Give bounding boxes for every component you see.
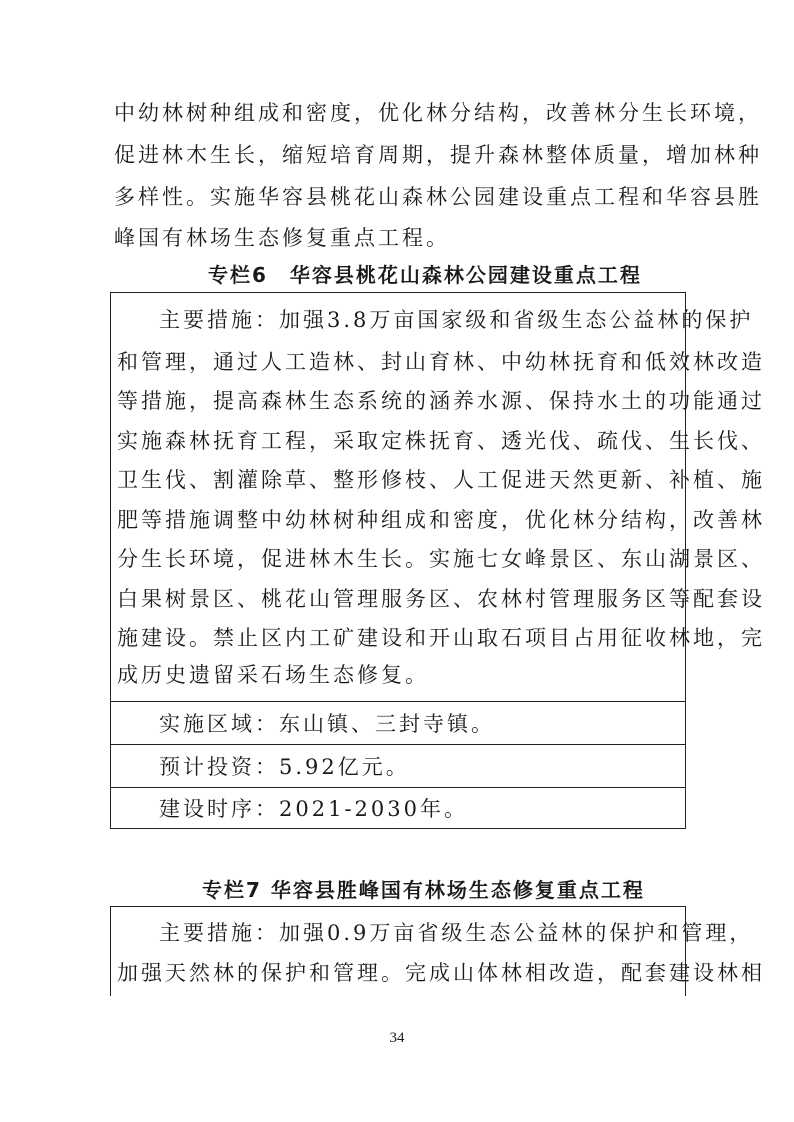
column6-box xyxy=(110,292,765,829)
column6-measures-line-7: 分生长环境，促进林木生长。实施七女峰景区、东山湖景区、 xyxy=(117,547,765,571)
column6-measures-line-6: 肥等措施调整中幼林树种组成和密度，优化林分结构，改善林 xyxy=(117,508,765,532)
intro-line-1: 中幼林树种组成和密度，优化林分结构，改善林分生长环境， xyxy=(114,101,762,125)
intro-line-2: 促进林木生长，缩短培育周期，提升森林整体质量，增加林种 xyxy=(114,143,762,167)
column6-measures-line-9: 施建设。禁止区内工矿建设和开山取石项目占用征收林地，完 xyxy=(117,626,765,650)
column7-title: 专栏7 华容县胜峰国有林场生态修复重点工程 xyxy=(202,878,645,902)
column7-box xyxy=(110,906,765,996)
column7-measures-line-1: 主要措施：加强0.9万亩省级生态公益林的保护和管理， xyxy=(159,921,754,945)
intro-line-4: 峰国有林场生态修复重点工程。 xyxy=(114,226,450,250)
column6-measures-line-2: 和管理，通过人工造林、封山育林、中幼林抚育和低效林改造 xyxy=(117,350,765,374)
column7-measures-line-2: 加强天然林的保护和管理。完成山体林相改造，配套建设林相 xyxy=(117,961,765,985)
column6-schedule: 建设时序：2021-2030年。 xyxy=(159,797,468,821)
column6-measures-line-10: 成历史遗留采石场生态修复。 xyxy=(117,663,429,687)
column6-measures-cell xyxy=(111,293,765,702)
column6-area-cell xyxy=(111,702,685,745)
column6-investment-cell xyxy=(111,745,685,788)
page-number: 34 xyxy=(389,1030,405,1046)
column6-schedule-cell xyxy=(111,788,685,828)
column6-measures-line-8: 白果树景区、桃花山管理服务区、农林村管理服务区等配套设 xyxy=(117,587,765,611)
intro-line-3: 多样性。实施华容县桃花山森林公园建设重点工程和华容县胜 xyxy=(114,185,762,209)
column6-investment: 预计投资：5.92亿元。 xyxy=(159,755,410,779)
column6-title: 专栏6 华容县桃花山森林公园建设重点工程 xyxy=(208,263,642,287)
column6-measures-line-5: 卫生伐、割灌除草、整形修枝、人工促进天然更新、补植、施 xyxy=(117,468,765,492)
column6-measures-line-1: 主要措施：加强3.8万亩国家级和省级生态公益林的保护 xyxy=(159,308,754,332)
column6-measures-line-4: 实施森林抚育工程，采取定株抚育、透光伐、疏伐、生长伐、 xyxy=(117,429,765,453)
column6-area: 实施区域：东山镇、三封寺镇。 xyxy=(159,712,495,736)
column6-measures-line-3: 等措施，提高森林生态系统的涵养水源、保持水土的功能通过 xyxy=(117,389,765,413)
